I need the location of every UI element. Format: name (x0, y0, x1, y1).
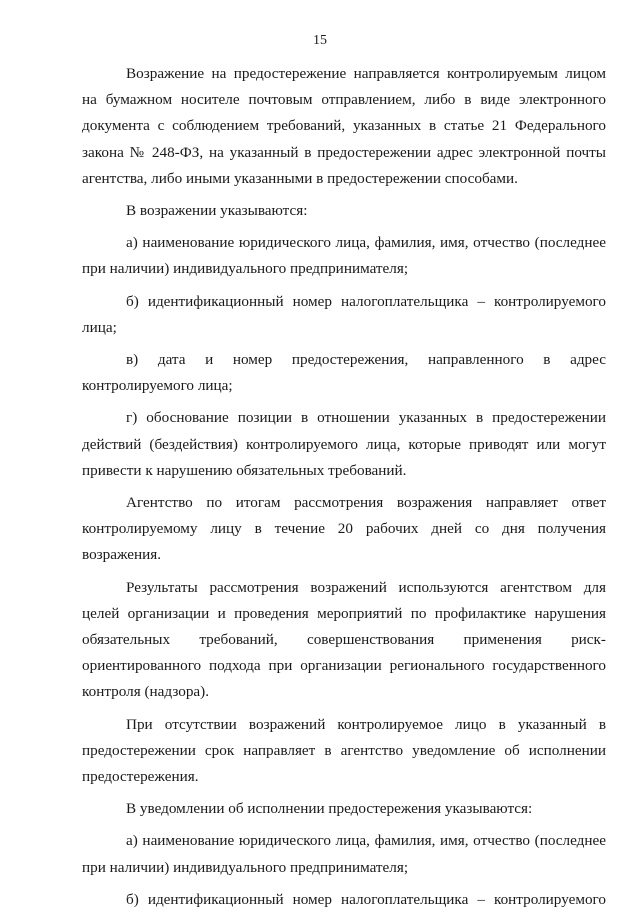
paragraph-item-v-date-number: в) дата и номер предостережения, направленного в адрес контролируемого лица; (82, 351, 606, 395)
document-body (82, 61, 606, 913)
paragraph-agency-response: Агентство по итогам рассмотрения возражения направляет ответ контролируемому лицу в течение 20 рабочих дней со дня получения возражения. (82, 494, 606, 564)
paragraph-notice-item-a-name: а) наименование юридического лица, фамилия, имя, отчество (последнее при наличии) индивидуального предпринимателя; (82, 832, 606, 876)
paragraph-results-usage: Результаты рассмотрения возражений используются агентством для целей организации и проведения мероприятий по профилактике нарушения обязательных требований, совершенствования применения риск-ориентированного подхода при организации регионального государственного контроля (надзора). (82, 578, 606, 701)
paragraph-objection-submission: Возражение на предостережение направляется контролируемым лицом на бумажном носителе почтовым отправлением, либо в виде электронного документа с соблюдением требований, указанных в статье 21 Федерального закона № 248-ФЗ, на указанный в предостережении адрес электронной почты агентства, либо иными указанными в предостережении способами. (82, 65, 606, 187)
paragraph-item-g-justification: г) обоснование позиции в отношении указанных в предостережении действий (бездействия) контролируемого лица, которые приводят или могут привести к нарушению обязательных требований. (82, 409, 606, 479)
paragraph-objection-contents-heading: В возражении указываются: (126, 202, 308, 220)
paragraph-notice-item-b-inn: б) идентификационный номер налогоплательщика – контролируемого (126, 890, 606, 908)
paragraph-item-b-inn: б) идентификационный номер налогоплательщика – контролируемого лица; (82, 292, 606, 336)
page-number: 15 (313, 33, 327, 48)
paragraph-item-a-name: а) наименование юридического лица, фамилия, имя, отчество (последнее при наличии) индивидуального предпринимателя; (82, 234, 606, 278)
paragraph-notice-contents-heading: В уведомлении об исполнении предостережения указываются: (126, 800, 533, 818)
paragraph-no-objection-notice: При отсутствии возражений контролируемое лицо в указанный в предостережении срок направляет в агентство уведомление об исполнении предостережения. (82, 715, 606, 786)
